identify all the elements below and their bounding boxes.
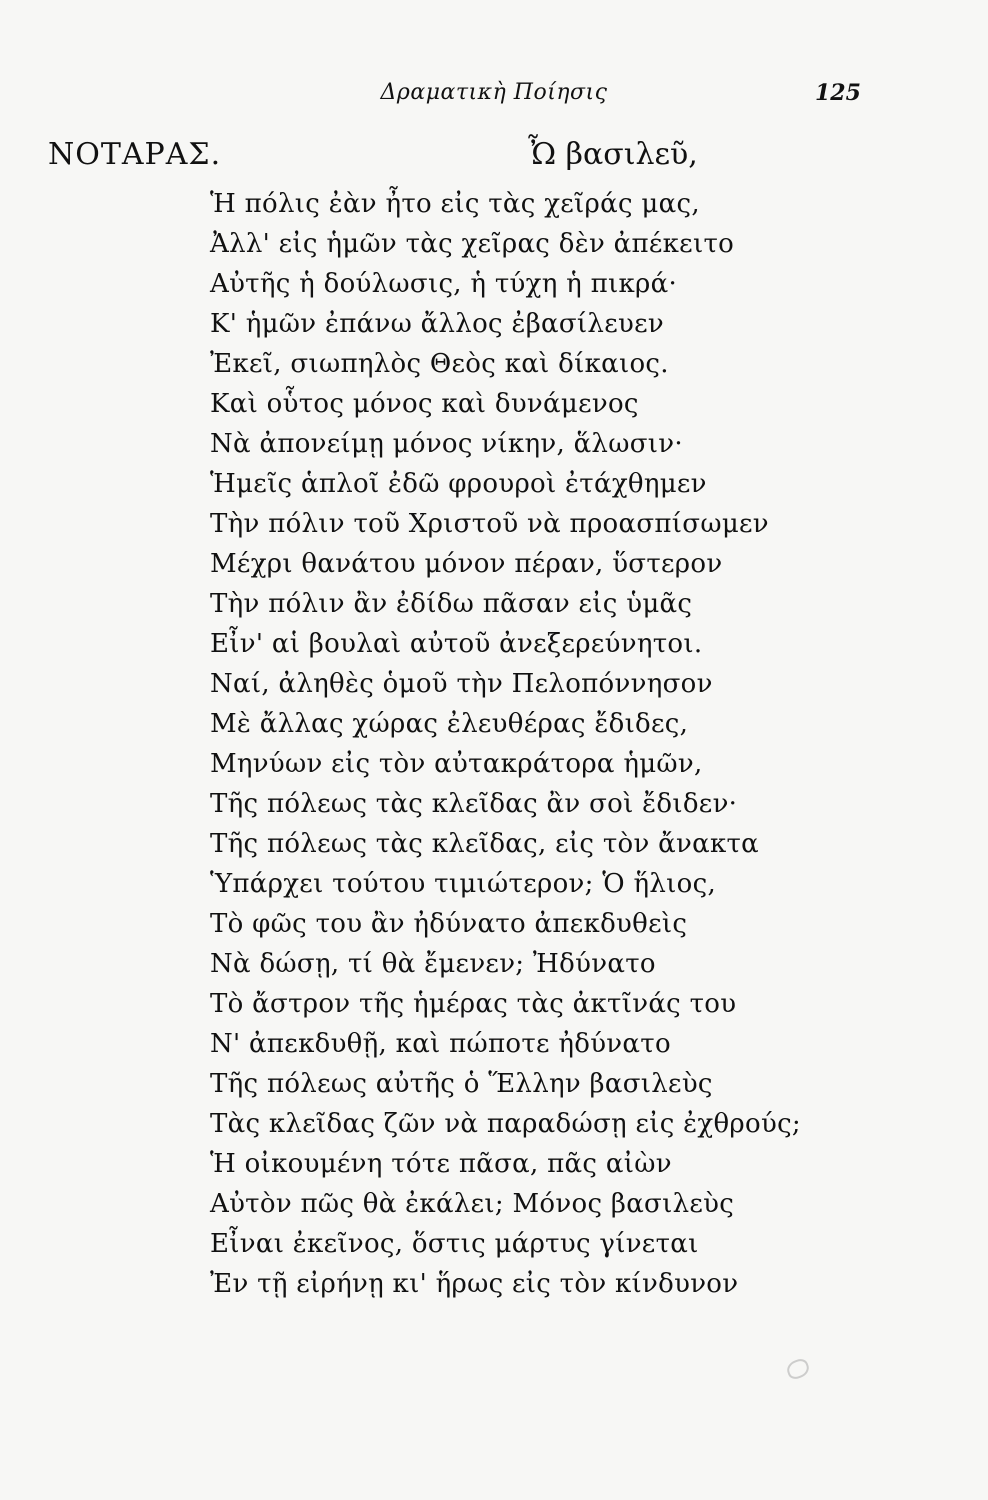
- verse-line: Νὰ δώσῃ, τί θὰ ἔμενεν; Ἠδύνατο: [210, 949, 656, 979]
- verse-line: Τῆς πόλεως τὰς κλεῖδας ἂν σοὶ ἔδιδεν·: [210, 789, 738, 819]
- verse-line: Ναί, ἀληθὲς ὁμοῦ τὴν Πελοπόννησον: [210, 669, 713, 699]
- verse-line: Ἡ οἰκουμένη τότε πᾶσα, πᾶς αἰὼν: [210, 1149, 672, 1179]
- verse-line: Τὰς κλεῖδας ζῶν νὰ παραδώσῃ εἰς ἐχθρούς;: [210, 1109, 801, 1139]
- verse-line: Ἐν τῇ εἰρήνῃ κι' ἥρως εἰς τὸν κίνδυνον: [210, 1269, 739, 1299]
- page-number: 125: [815, 80, 861, 106]
- paper-speck: [785, 1357, 812, 1381]
- verse-line: Ἐκεῖ, σιωπηλὸς Θεὸς καὶ δίκαιος.: [210, 349, 669, 379]
- verse-first-line: Ὦ βασιλεῦ,: [528, 137, 698, 172]
- verse-line: Τὸ φῶς του ἂν ἠδύνατο ἀπεκδυθεὶς: [210, 909, 688, 939]
- verse-line: Ν' ἀπεκδυθῇ, καὶ πώποτε ἠδύνατο: [210, 1029, 671, 1059]
- verse-line: Αὐτὸν πῶς θὰ ἐκάλει; Μόνος βασιλεὺς: [210, 1189, 735, 1219]
- verse-line: Ἀλλ' εἰς ἡμῶν τὰς χεῖρας δὲν ἀπέκειτο: [210, 229, 735, 259]
- verse-line: Εἶναι ἐκεῖνος, ὅστις μάρτυς γίνεται: [210, 1229, 699, 1259]
- verse-line: Ἡ πόλις ἐὰν ἦτο εἰς τὰς χεῖράς μας,: [210, 189, 700, 219]
- speaker-name: ΝΟΤΑΡΑΣ.: [48, 137, 222, 172]
- verse-line: Τὸ ἄστρον τῆς ἡμέρας τὰς ἀκτῖνάς του: [210, 989, 737, 1019]
- verse-line: Μηνύων εἰς τὸν αὐτακράτορα ἡμῶν,: [210, 749, 703, 779]
- verse-line: Ἡμεῖς ἁπλοῖ ἐδῶ φρουροὶ ἐτάχθημεν: [210, 469, 707, 499]
- verse-line: Μὲ ἄλλας χώρας ἐλευθέρας ἔδιδες,: [210, 709, 689, 739]
- verse-line: Νὰ ἀπονείμῃ μόνος νίκην, ἅλωσιν·: [210, 429, 683, 459]
- verse-line: Ὑπάρχει τούτου τιμιώτερον; Ὁ ἥλιος,: [210, 869, 717, 899]
- verse-line: Τῆς πόλεως τὰς κλεῖδας, εἰς τὸν ἄνακτα: [210, 829, 760, 859]
- verse-line: Μέχρι θανάτου μόνον πέραν, ὕστερον: [210, 549, 723, 579]
- verse-line: Αὐτῆς ἡ δούλωσις, ἡ τύχη ἡ πικρά·: [210, 269, 678, 299]
- verse-line: Τῆς πόλεως αὐτῆς ὁ Ἕλλην βασιλεὺς: [210, 1069, 713, 1099]
- running-head-title: Δραματικὴ Ποίησις: [380, 80, 608, 105]
- verse-line: Εἶν' αἱ βουλαὶ αὐτοῦ ἀνεξερεύνητοι.: [210, 629, 703, 659]
- verse-line: Κ' ἡμῶν ἐπάνω ἄλλος ἐβασίλευεν: [210, 309, 664, 339]
- verse-line: Τὴν πόλιν ἂν ἐδίδω πᾶσαν εἰς ὑμᾶς: [210, 589, 693, 619]
- verse-body: [210, 184, 801, 1304]
- verse-line: Καὶ οὗτος μόνος καὶ δυνάμενος: [210, 389, 639, 419]
- verse-line: Τὴν πόλιν τοῦ Χριστοῦ νὰ προασπίσωμεν: [210, 509, 769, 539]
